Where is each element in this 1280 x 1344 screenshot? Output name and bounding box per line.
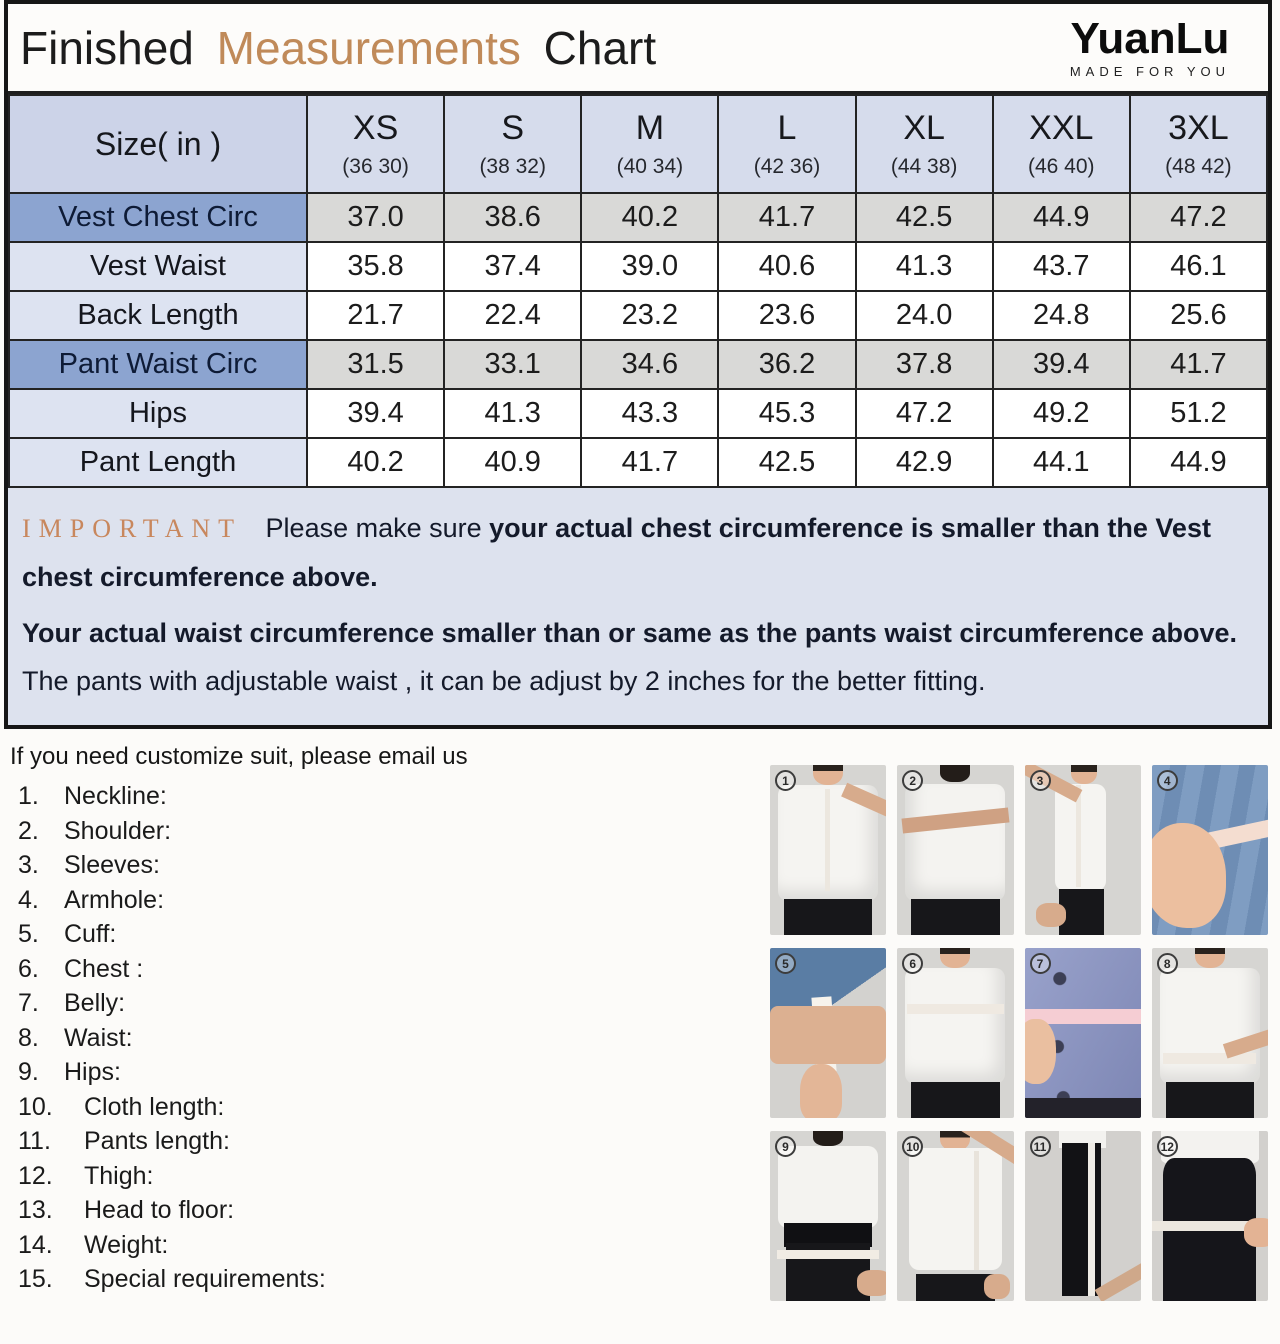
item-label: Neckline: bbox=[64, 782, 167, 810]
measurement-value-cell: 46.1 bbox=[1130, 242, 1267, 291]
size-table-row bbox=[9, 438, 1267, 487]
measurement-row-label: Back Length bbox=[9, 291, 307, 340]
photo-figure-tape-shape bbox=[1088, 1143, 1095, 1296]
important-note bbox=[8, 488, 1268, 725]
photo-figure-pants-shape bbox=[911, 899, 999, 935]
measurement-value-cell: 36.2 bbox=[718, 340, 855, 389]
item-number: 6. bbox=[18, 954, 39, 983]
measurement-request-item bbox=[18, 952, 770, 987]
item-number: 7. bbox=[18, 989, 39, 1017]
measurement-value-cell: 42.5 bbox=[718, 438, 855, 487]
measurement-request-item bbox=[18, 779, 770, 814]
photo-figure-head-shape bbox=[813, 1131, 843, 1146]
measurement-value-cell: 51.2 bbox=[1130, 389, 1267, 438]
item-label: Weight: bbox=[84, 1230, 169, 1259]
size-table-row bbox=[9, 340, 1267, 389]
size-name: L bbox=[777, 109, 797, 148]
measurement-value-cell: 43.3 bbox=[581, 389, 718, 438]
size-table-row bbox=[9, 193, 1267, 242]
item-number: 5. bbox=[18, 920, 39, 948]
photo-figure-shirt-shape bbox=[909, 1148, 1002, 1270]
measurement-request-item bbox=[18, 848, 770, 883]
item-number: 9. bbox=[18, 1058, 39, 1086]
size-table-header-row bbox=[9, 95, 1267, 193]
photo-number-badge: 4 bbox=[1157, 770, 1178, 791]
item-label: Hips: bbox=[64, 1058, 121, 1086]
item-label: Shoulder: bbox=[64, 816, 172, 845]
measurement-value-cell: 40.2 bbox=[581, 193, 718, 242]
photo-figure-arm-shape bbox=[1095, 1260, 1141, 1301]
important-paragraph-2 bbox=[22, 609, 1246, 705]
measurement-value-cell: 42.5 bbox=[856, 193, 993, 242]
item-number: 11. bbox=[18, 1127, 51, 1155]
photo-number-badge: 8 bbox=[1157, 953, 1178, 974]
measurement-value-cell: 31.5 bbox=[307, 340, 444, 389]
photo-figure-head-shape bbox=[940, 765, 970, 782]
item-number: 3. bbox=[18, 851, 39, 879]
item-label: Cloth length: bbox=[84, 1092, 225, 1121]
size-name: XL bbox=[903, 109, 945, 148]
measurement-photo-grid bbox=[770, 765, 1268, 1301]
photo-number-badge: 12 bbox=[1157, 1136, 1178, 1157]
measurement-value-cell: 47.2 bbox=[856, 389, 993, 438]
title-row bbox=[8, 4, 1268, 94]
photo-figure-pants-shape bbox=[784, 899, 872, 935]
brand-logo bbox=[1069, 13, 1254, 80]
measurement-photo bbox=[770, 1131, 886, 1301]
photo-figure-shirt-shape bbox=[1160, 968, 1260, 1084]
customize-list-column bbox=[10, 739, 770, 1301]
size-range: (36 30) bbox=[342, 154, 409, 178]
photo-figure-hand-shape bbox=[984, 1274, 1010, 1300]
size-column-header bbox=[581, 95, 718, 193]
measurement-request-item bbox=[18, 1262, 770, 1297]
item-label: Cuff: bbox=[64, 920, 117, 948]
size-column-header bbox=[718, 95, 855, 193]
photo-figure-tape-shape bbox=[777, 1250, 879, 1259]
item-number: 8. bbox=[18, 1023, 39, 1052]
item-label: Pants length: bbox=[84, 1127, 230, 1155]
measurement-photo bbox=[770, 765, 886, 935]
item-number: 14. bbox=[18, 1230, 53, 1259]
item-number: 2. bbox=[18, 816, 39, 845]
measurement-value-cell: 40.2 bbox=[307, 438, 444, 487]
measurement-request-item bbox=[18, 883, 770, 918]
customize-intro: If you need customize suit, please email us bbox=[10, 743, 468, 770]
measurement-request-list bbox=[10, 779, 770, 1297]
size-range: (46 40) bbox=[1028, 154, 1095, 178]
measurement-value-cell: 25.6 bbox=[1130, 291, 1267, 340]
photo-figure-pants-shape bbox=[911, 1082, 999, 1118]
measurement-photo bbox=[1025, 765, 1141, 935]
measurement-request-item bbox=[18, 1193, 770, 1228]
photo-number-badge: 2 bbox=[902, 770, 923, 791]
measurement-value-cell: 37.4 bbox=[444, 242, 581, 291]
photo-number-badge: 7 bbox=[1030, 953, 1051, 974]
photo-number-badge: 10 bbox=[902, 1136, 923, 1157]
measurement-value-cell: 39.4 bbox=[993, 340, 1130, 389]
measurement-value-cell: 41.7 bbox=[1130, 340, 1267, 389]
measurement-value-cell: 38.6 bbox=[444, 193, 581, 242]
measurement-request-item bbox=[18, 1055, 770, 1090]
size-range: (38 32) bbox=[479, 154, 546, 178]
measurement-row-label: Pant Waist Circ bbox=[9, 340, 307, 389]
size-range: (42 36) bbox=[753, 154, 821, 178]
measurement-value-cell: 37.0 bbox=[307, 193, 444, 242]
measurement-photo bbox=[897, 1131, 1013, 1301]
photo-figure-tape-shape bbox=[907, 1004, 1005, 1014]
photo-figure-head-shape bbox=[813, 765, 843, 785]
photo-figure-arm-shape bbox=[770, 1006, 886, 1064]
measurement-value-cell: 22.4 bbox=[444, 291, 581, 340]
item-label: Armhole: bbox=[64, 885, 165, 914]
photo-figure-hand-shape bbox=[1036, 903, 1066, 927]
measurement-photo bbox=[770, 948, 886, 1118]
measurement-request-item bbox=[18, 814, 770, 849]
measurement-photo bbox=[1152, 765, 1268, 935]
item-label: Belly: bbox=[64, 989, 126, 1017]
item-label: Sleeves: bbox=[64, 851, 160, 879]
photo-figure-pants-shape bbox=[1059, 889, 1103, 935]
size-name: XS bbox=[352, 109, 399, 148]
photo-figure-hand-shape bbox=[857, 1270, 886, 1296]
photo-number-badge: 6 bbox=[902, 953, 923, 974]
size-column-header bbox=[444, 95, 581, 193]
item-label: Chest : bbox=[64, 954, 144, 983]
item-label: Waist: bbox=[64, 1023, 133, 1052]
size-name: XXL bbox=[1029, 109, 1094, 148]
measurement-value-cell: 23.6 bbox=[718, 291, 855, 340]
size-table-row bbox=[9, 389, 1267, 438]
measurement-value-cell: 39.4 bbox=[307, 389, 444, 438]
measurement-value-cell: 42.9 bbox=[856, 438, 993, 487]
measurement-request-item bbox=[18, 1090, 770, 1125]
measurement-value-cell: 40.9 bbox=[444, 438, 581, 487]
size-name: 3XL bbox=[1168, 109, 1229, 148]
measurement-request-item bbox=[18, 1021, 770, 1056]
photo-figure-head-shape bbox=[1071, 765, 1097, 784]
photo-figure-head-shape bbox=[940, 948, 970, 968]
measurement-value-cell: 43.7 bbox=[993, 242, 1130, 291]
measurement-row-label: Vest Chest Circ bbox=[9, 193, 307, 242]
photo-number-badge: 5 bbox=[775, 953, 796, 974]
important-text-bold-2: Your actual waist circumference smaller than or same as the pants waist circumference above. bbox=[22, 618, 1237, 648]
photo-figure-tape-shape bbox=[825, 789, 831, 891]
item-number: 12. bbox=[18, 1161, 53, 1190]
photo-number-badge: 9 bbox=[775, 1136, 796, 1157]
photo-figure-shirt-shape bbox=[778, 1146, 878, 1228]
important-text-bold-1: your actual chest circumference is smaller than the Vest chest circumference above. bbox=[22, 513, 1211, 592]
measurement-value-cell: 47.2 bbox=[1130, 193, 1267, 242]
measurement-photo bbox=[1152, 948, 1268, 1118]
item-label: Special requirements: bbox=[84, 1265, 326, 1293]
measurement-photo bbox=[897, 948, 1013, 1118]
size-column-header bbox=[993, 95, 1130, 193]
measurement-value-cell: 44.1 bbox=[993, 438, 1130, 487]
measurement-value-cell: 33.1 bbox=[444, 340, 581, 389]
size-column-header bbox=[856, 95, 993, 193]
photo-figure-tape-shape bbox=[1163, 1053, 1256, 1063]
measurement-value-cell: 44.9 bbox=[1130, 438, 1267, 487]
measurement-value-cell: 41.7 bbox=[581, 438, 718, 487]
photo-figure-tape-shape bbox=[974, 1151, 979, 1270]
measurement-photo bbox=[1152, 1131, 1268, 1301]
important-paragraph-1 bbox=[22, 504, 1246, 601]
measurement-value-cell: 35.8 bbox=[307, 242, 444, 291]
item-number: 15. bbox=[18, 1265, 53, 1293]
photo-figure-shirt-shape bbox=[905, 968, 1005, 1084]
photo-figure-pants-shape bbox=[916, 1274, 995, 1301]
measurement-value-cell: 39.0 bbox=[581, 242, 718, 291]
item-label: Head to floor: bbox=[84, 1196, 235, 1224]
size-name: M bbox=[635, 109, 665, 148]
measurement-value-cell: 24.0 bbox=[856, 291, 993, 340]
measurement-row-label: Hips bbox=[9, 389, 307, 438]
title-word-chart: Chart bbox=[543, 21, 657, 74]
measurement-value-cell: 41.3 bbox=[444, 389, 581, 438]
photo-number-badge: 11 bbox=[1030, 1136, 1051, 1157]
photo-number-badge: 3 bbox=[1030, 770, 1051, 791]
brand-name: YuanLu bbox=[1070, 13, 1230, 63]
size-column-header bbox=[307, 95, 444, 193]
customization-section bbox=[0, 729, 1280, 1301]
measurement-request-item bbox=[18, 1228, 770, 1263]
measurement-value-cell: 37.8 bbox=[856, 340, 993, 389]
title-word-finished: Finished bbox=[20, 21, 194, 74]
measurement-row-label: Vest Waist bbox=[9, 242, 307, 291]
size-range: (40 34) bbox=[616, 154, 684, 178]
size-table-row bbox=[9, 291, 1267, 340]
photo-figure-head-shape bbox=[1195, 948, 1225, 968]
important-text-regular-2: The pants with adjustable waist , it can be adjust by 2 inches for the better fitting. bbox=[22, 666, 986, 696]
measurement-value-cell: 40.6 bbox=[718, 242, 855, 291]
photo-figure-hand-shape bbox=[1244, 1218, 1268, 1247]
item-label: Thigh: bbox=[84, 1161, 154, 1190]
title-word-measurements: Measurements bbox=[216, 21, 521, 74]
size-table-row bbox=[9, 242, 1267, 291]
measurement-photo bbox=[897, 765, 1013, 935]
brand-tagline: MADE FOR YOU bbox=[1069, 64, 1230, 80]
photo-figure-hand-shape bbox=[1025, 1019, 1056, 1084]
item-number: 1. bbox=[18, 782, 39, 810]
size-table-corner-cell: Size( in ) bbox=[9, 95, 307, 193]
size-name: S bbox=[501, 109, 525, 148]
size-range: (48 42) bbox=[1165, 154, 1232, 178]
measurement-request-item bbox=[18, 986, 770, 1021]
photo-figure-hand-shape bbox=[800, 1064, 842, 1118]
item-number: 10. bbox=[18, 1092, 53, 1121]
measurement-value-cell: 34.6 bbox=[581, 340, 718, 389]
measurement-row-label: Pant Length bbox=[9, 438, 307, 487]
measurement-value-cell: 45.3 bbox=[718, 389, 855, 438]
measurement-photo bbox=[1025, 948, 1141, 1118]
important-label: IMPORTANT bbox=[22, 514, 243, 543]
measurement-value-cell: 49.2 bbox=[993, 389, 1130, 438]
photo-figure-pants-shape bbox=[1166, 1082, 1254, 1118]
photo-figure-pants-shape bbox=[1025, 1098, 1141, 1118]
measurement-request-item bbox=[18, 917, 770, 952]
measurement-value-cell: 21.7 bbox=[307, 291, 444, 340]
item-number: 4. bbox=[18, 885, 39, 914]
item-number: 13. bbox=[18, 1196, 53, 1224]
size-range: (44 38) bbox=[890, 154, 958, 178]
photo-number-badge: 1 bbox=[775, 770, 796, 791]
size-column-header bbox=[1130, 95, 1267, 193]
measurement-value-cell: 41.7 bbox=[718, 193, 855, 242]
size-table-body bbox=[9, 193, 1267, 487]
measurement-request-item bbox=[18, 1159, 770, 1194]
measurement-value-cell: 24.8 bbox=[993, 291, 1130, 340]
measurement-value-cell: 23.2 bbox=[581, 291, 718, 340]
measurement-chart-panel bbox=[4, 0, 1272, 729]
measurement-request-item bbox=[18, 1124, 770, 1159]
important-text-regular-1: Please make sure bbox=[265, 513, 490, 543]
measurement-photo bbox=[1025, 1131, 1141, 1301]
page-title bbox=[20, 21, 656, 75]
measurement-value-cell: 41.3 bbox=[856, 242, 993, 291]
measurement-value-cell: 44.9 bbox=[993, 193, 1130, 242]
size-table bbox=[8, 94, 1268, 488]
photo-figure-shirt-shape bbox=[905, 784, 1005, 901]
